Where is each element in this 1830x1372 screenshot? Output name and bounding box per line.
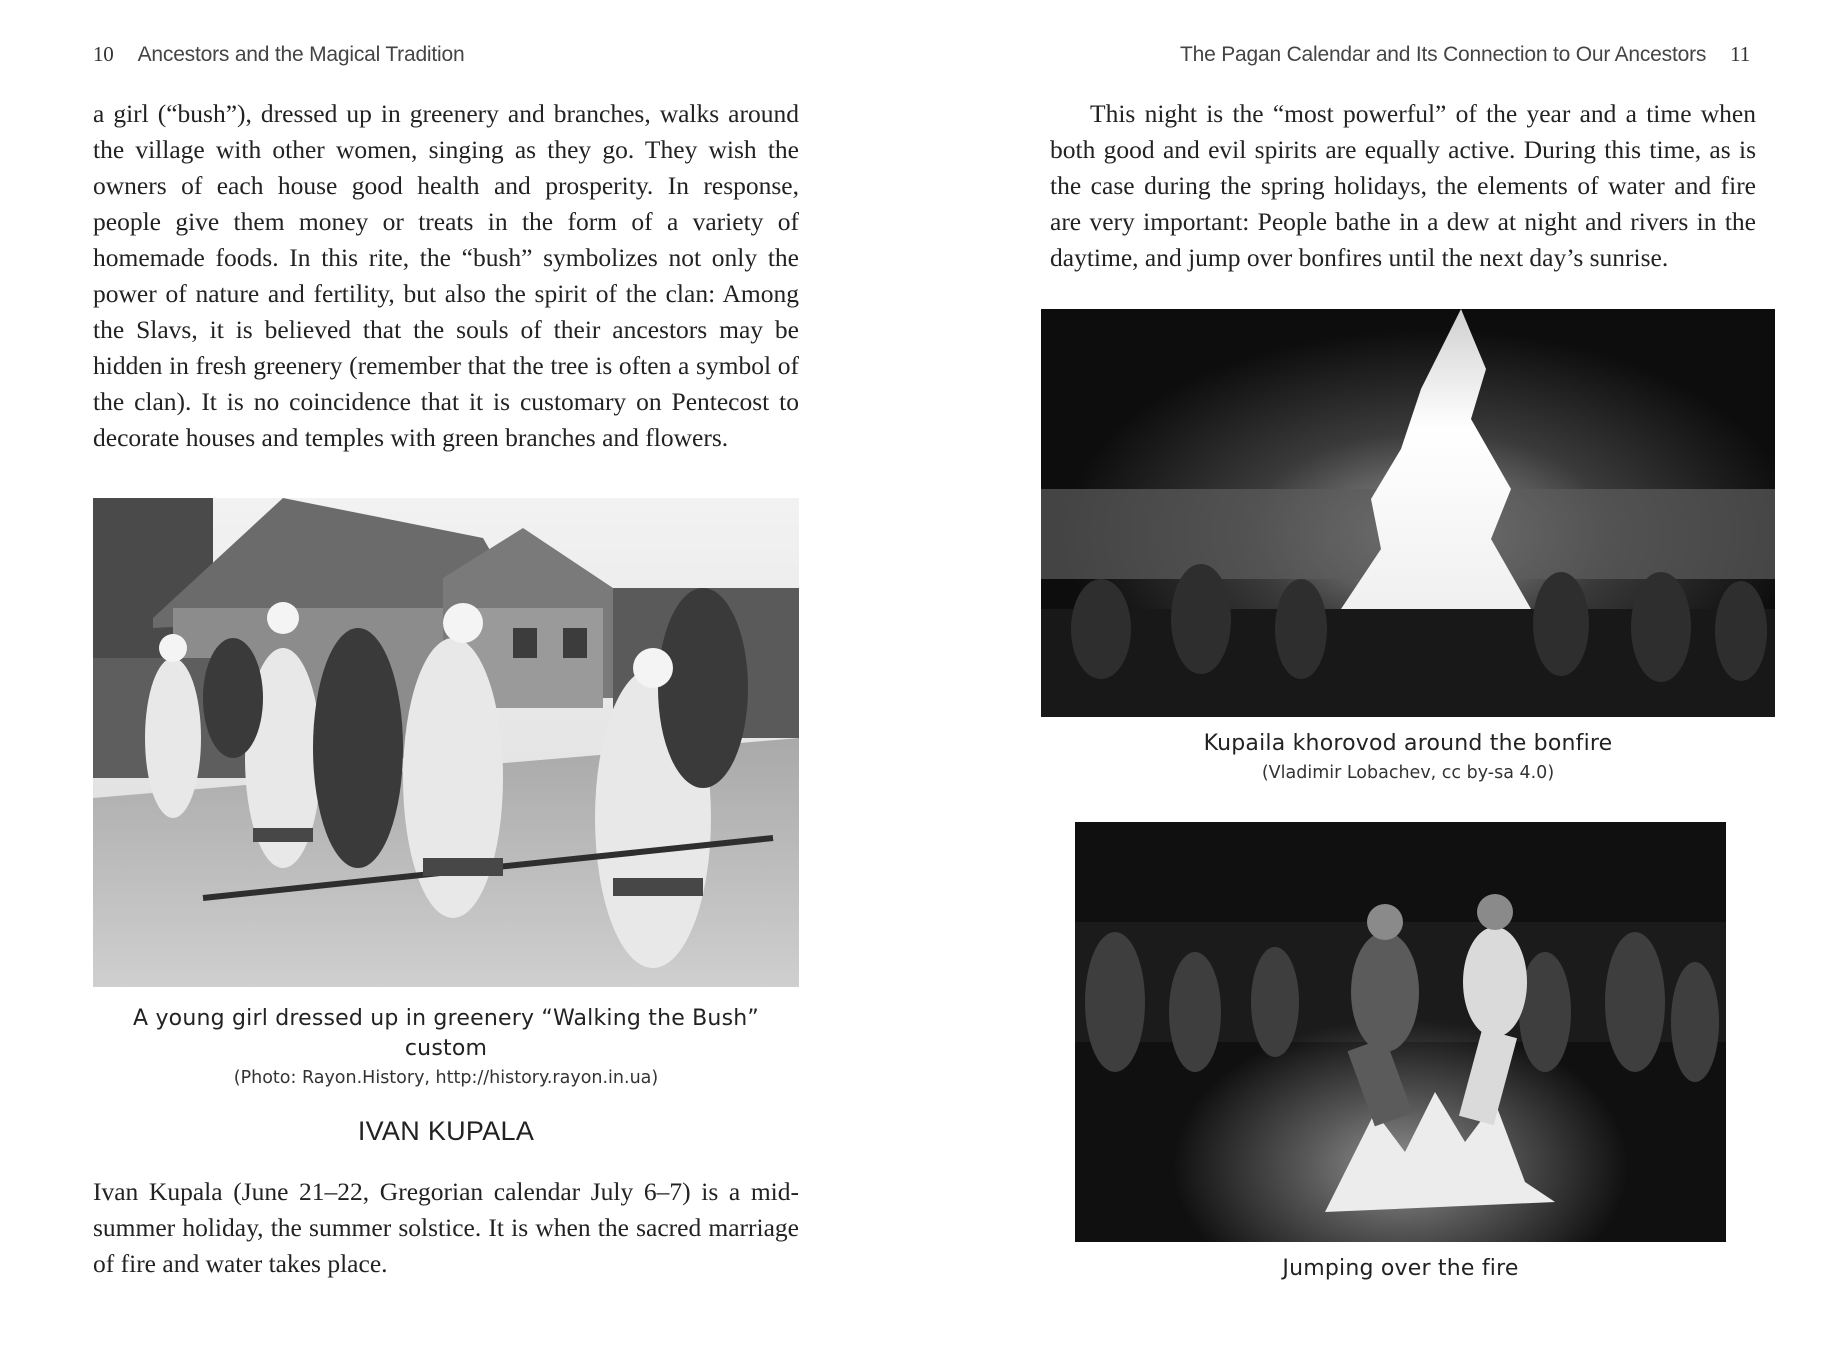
right-page bbox=[915, 0, 1830, 1372]
running-head-left-title: Ancestors and the Magical Tradition bbox=[137, 43, 465, 66]
running-header-right bbox=[1180, 42, 1750, 67]
photo-bonfire-khorovod-image bbox=[1041, 309, 1775, 717]
page-number-left: 10 bbox=[93, 42, 114, 66]
photo-walking-the-bush-image bbox=[93, 498, 799, 987]
figure-3-caption: Jumping over the fire bbox=[1282, 1256, 1519, 1281]
photo-jumping-fire bbox=[1075, 822, 1726, 1242]
figure-2-credit: (Vladimir Lobachev, cc by-sa 4.0) bbox=[1261, 763, 1555, 783]
caption-bonfire-khorovod bbox=[1041, 729, 1775, 787]
right-paragraph-1: This night is the “most powerful” of the year and a time when both good and evil spirits are equally active. During this time, as is the case during the spring holidays, the elements of water and fire are very important: People bathe in a dew at night and rivers in the daytime, and jump over bonfires until the next day’s sunrise. bbox=[1050, 99, 1756, 272]
caption-jumping-fire bbox=[1075, 1254, 1726, 1284]
photo-jumping-fire-image bbox=[1075, 822, 1726, 1242]
photo-walking-the-bush bbox=[93, 498, 799, 987]
left-paragraph-2: Ivan Kupala (June 21–22, Gregorian calendar July 6–7) is a mid-summer holiday, the summer solstice. It is when the sacred marriage of fire and water takes place. bbox=[93, 1177, 799, 1278]
page-number-right: 11 bbox=[1730, 42, 1750, 66]
photo-bonfire-khorovod bbox=[1041, 309, 1775, 717]
caption-walking-the-bush bbox=[93, 1004, 799, 1092]
running-header-left bbox=[93, 42, 464, 67]
running-head-right-title: The Pagan Calendar and Its Connection to Our Ancestors bbox=[1179, 43, 1707, 66]
figure-2-caption: Kupaila khorovod around the bonfire bbox=[1203, 731, 1613, 756]
section-heading-ivan-kupala: IVAN KUPALA bbox=[357, 1116, 535, 1146]
figure-1-caption: A young girl dressed up in greenery “Walking the Bush” custom bbox=[133, 1006, 759, 1061]
figure-1-credit: (Photo: Rayon.History, http://history.rayon.in.ua) bbox=[233, 1068, 659, 1088]
left-paragraph-1: a girl (“bush”), dressed up in greenery and branches, walks around the village with other women, singing as they go. They wish the owners of each house good health and prosperity. In response, people give them money or treats in the form of a variety of homemade foods. In this rite, the “bush” symbolizes not only the power of nature and fertility, but also the spirit of the clan: Among the Slavs, it is believed that the souls of their ancestors may be hidden in fresh greenery (remember that the tree is often a symbol of the clan). It is no coincidence that it is customary on Pentecost to decorate houses and temples with green branches and flowers. bbox=[93, 99, 799, 452]
